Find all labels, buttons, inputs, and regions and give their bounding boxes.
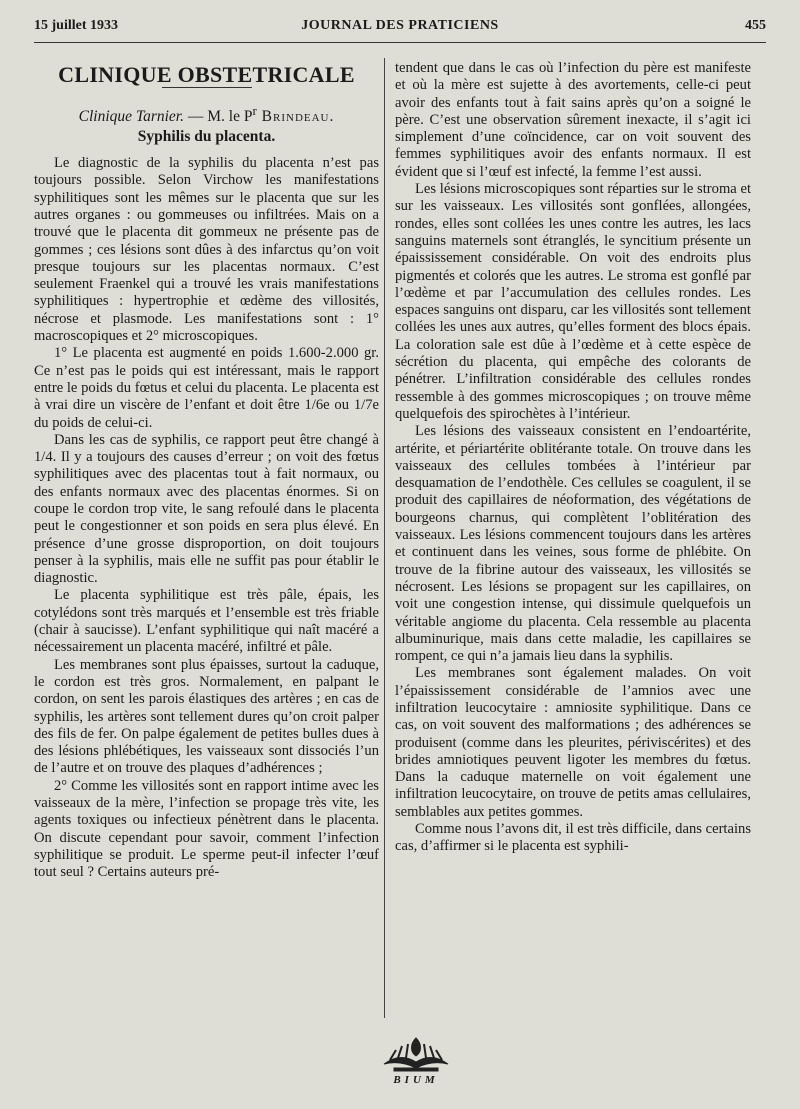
byline-prefix: — M. le P bbox=[184, 108, 253, 126]
paragraph: 1° Le placenta est augmenté en poids 1.600-2.000 gr. Ce n’est pas le poids qui est intéressant, mais le rapport entre le poids du fœtus et celui du placenta. Le placenta est à vrai dire un viscère de l’enfant et doit être 1/6e ou 1/7e du poids de celui-ci. bbox=[34, 345, 379, 431]
header-rule bbox=[34, 42, 766, 43]
bium-label: BIUM bbox=[393, 1074, 439, 1086]
author-name: Brindeau. bbox=[256, 108, 335, 126]
paragraph: Les membranes sont également malades. On voit l’épaississement considérable de l’amnios avec une infiltration leucocytaire : amniosite syphilitique. Dans ce cas, on voit souvent des malformations ; des adhérences se produisent (comme dans les pleurites, périviscérites) et des brides amniotiques peuvent ligoter les membres du fœtus. Dans la caduque maternelle on voit également une infiltration leucocytaire, on trouve de petits amas cellulaires, semblables aux petites gommes. bbox=[395, 665, 751, 820]
paragraph: Les lésions des vaisseaux consistent en l’endoartérite, artérite, et périartérite oblitérante totale. On trouve dans les vaisseaux des cellules tombées à l’intérieur par desquamation de l’endothèle. Ces cellules se coagulent, il se produit des capillaires de néoformation, des végétations de bourgeons charnus, qui complètent l’oblitération des vaisseaux. Les lésions commencent toujours dans les artères et continuent dans les veines, sous forme de phlébite. On trouve de la fibrine autour des vaisseaux, les villosités se nécrosent. Les lésions se propagent sur les capillaires, on voit une congestion intense, qui dissimule quelquefois un véritable angiome du placenta. Cela ressemble au placenta albuminurique, mais dans cette maladie, les capillaires se rompent, ce qui n’a jamais lieu dans la syphilis. bbox=[395, 423, 751, 665]
paragraph: Le placenta syphilitique est très pâle, épais, les cotylédons sont très marqués et l’ensemble est très friable (chair à saucisse). L’enfant syphilitique qui naît macéré a nécessairement un placenta macéré, infiltré et pâle. bbox=[34, 587, 379, 656]
paragraph-continued: tendent que dans le cas où l’infection du père est manifeste et où la mère est sujette à des avortements, celle-ci peut avoir des enfants tout à fait sains après qu’on a soigné le père. C’est une observation sûrement inexacte, il s’agit ici simplement d’une coïncidence, car on voit souvent des femmes syphilitiques avoir des enfants normaux. Il est évident que si l’œuf est infecté, la femme l’est aussi. bbox=[395, 60, 751, 180]
paragraph: Les lésions microscopiques sont réparties sur le stroma et sur les vaisseaux. Les villosités sont gonflées, allongées, rondes, elles sont collées les unes contre les autres, les lacs sanguins maternels sont étranglés, le syncitium présente un épaississement considérable. On voit des endroits plus pigmentés et colorés que les autres. Le stroma est gonflé par l’œdème et par l’accumulation des cellules rondes. Les espaces sanguins ont disparu, car les villosités sont tellement collées les unes aux autres, qu’elles forment des blocs épais. La coloration sale est dûe à l’œdème et à cette espèce de sécrétion du placenta, qui empêche des colorants de pénétrer. L’infiltration considérable des cellules rondes ressemble à des gommes microscopiques ; on trouve même quelquefois des spirochètes à l’intérieur. bbox=[395, 181, 751, 422]
clinic-name: Clinique Tarnier. bbox=[78, 108, 184, 126]
paragraph: Dans les cas de syphilis, ce rapport peut être changé à 1/4. Il y a toujours des causes d’erreur ; on voit des fœtus syphilitiques avec des placentas tout à fait normaux, ou des enfants normaux avec des placentas énormes. Si on coupe le cordon trop vite, le sang refoulé dans le placenta peut le congestionner et son poids en sera plus élevé. En présence d’une grosse disproportion, on doit toujours penser à la syphilis, mais elle ne suffit pas pour établir le diagnostic. bbox=[34, 431, 379, 587]
page-number: 455 bbox=[745, 18, 766, 33]
issue-date: 15 juillet 1933 bbox=[34, 18, 118, 33]
left-column bbox=[34, 60, 379, 882]
article-subtitle: Syphilis du placenta. bbox=[137, 127, 276, 145]
journal-title: JOURNAL DES PRATICIENS bbox=[301, 18, 499, 33]
column-rule bbox=[384, 58, 385, 1018]
paragraph: Le diagnostic de la syphilis du placenta n’est pas toujours possible. Selon Virchow les manifestations syphilitiques sont les mêmes sur le placenta que sur les autres organes : ou gommeuses ou infiltrées. Mais on a trouvé que le placenta dit gommeux ne présente pas de gommes ; ces lésions sont dûes à des infarctus qu’on voit presque toujours sur les placentas normaux. C’est seulement Fraenkel qui a trouvé les vrais manifestations syphilitiques : hypertrophie et œdème des villosités, nécrose et plasmode. Les manifestations sont : 1° macroscopiques et 2° microscopiques. bbox=[34, 155, 379, 345]
paragraph: Comme nous l’avons dit, il est très difficile, dans certains cas, d’affirmer si le placenta est syphili- bbox=[395, 821, 751, 855]
title-rule bbox=[162, 87, 252, 88]
section-title: CLINIQUE OBSTETRICALE bbox=[58, 62, 355, 87]
right-column bbox=[395, 60, 751, 856]
professor-abbrev-sup: r bbox=[252, 103, 257, 119]
paragraph: 2° Comme les villosités sont en rapport intime avec les vaisseaux de la mère, l’infection se propage très vite, les agents toxiques ou infectieux pénètrent dans le placenta. On discute cependant pour savoir, comment l’infection syphilitique se produit. Le sperme peut-il infecter l’œuf tout seul ? Certains auteurs pré- bbox=[34, 777, 379, 881]
byline bbox=[34, 102, 379, 125]
paragraph: Les membranes sont plus épaisses, surtout la caduque, le cordon est très gros. Normalement, en palpant le cordon, on sent les parois élastiques des artères ; en cas de syphilis, les artères sont tellement dures qu’on croit palper des fils de fer. On palpe également de petites bulles dues à des lésions phlébétiques, les vaisseaux sont dissociés l’un de l’autre et on trouve des plaques d’adhérences ; bbox=[34, 656, 379, 777]
running-head bbox=[34, 18, 766, 38]
